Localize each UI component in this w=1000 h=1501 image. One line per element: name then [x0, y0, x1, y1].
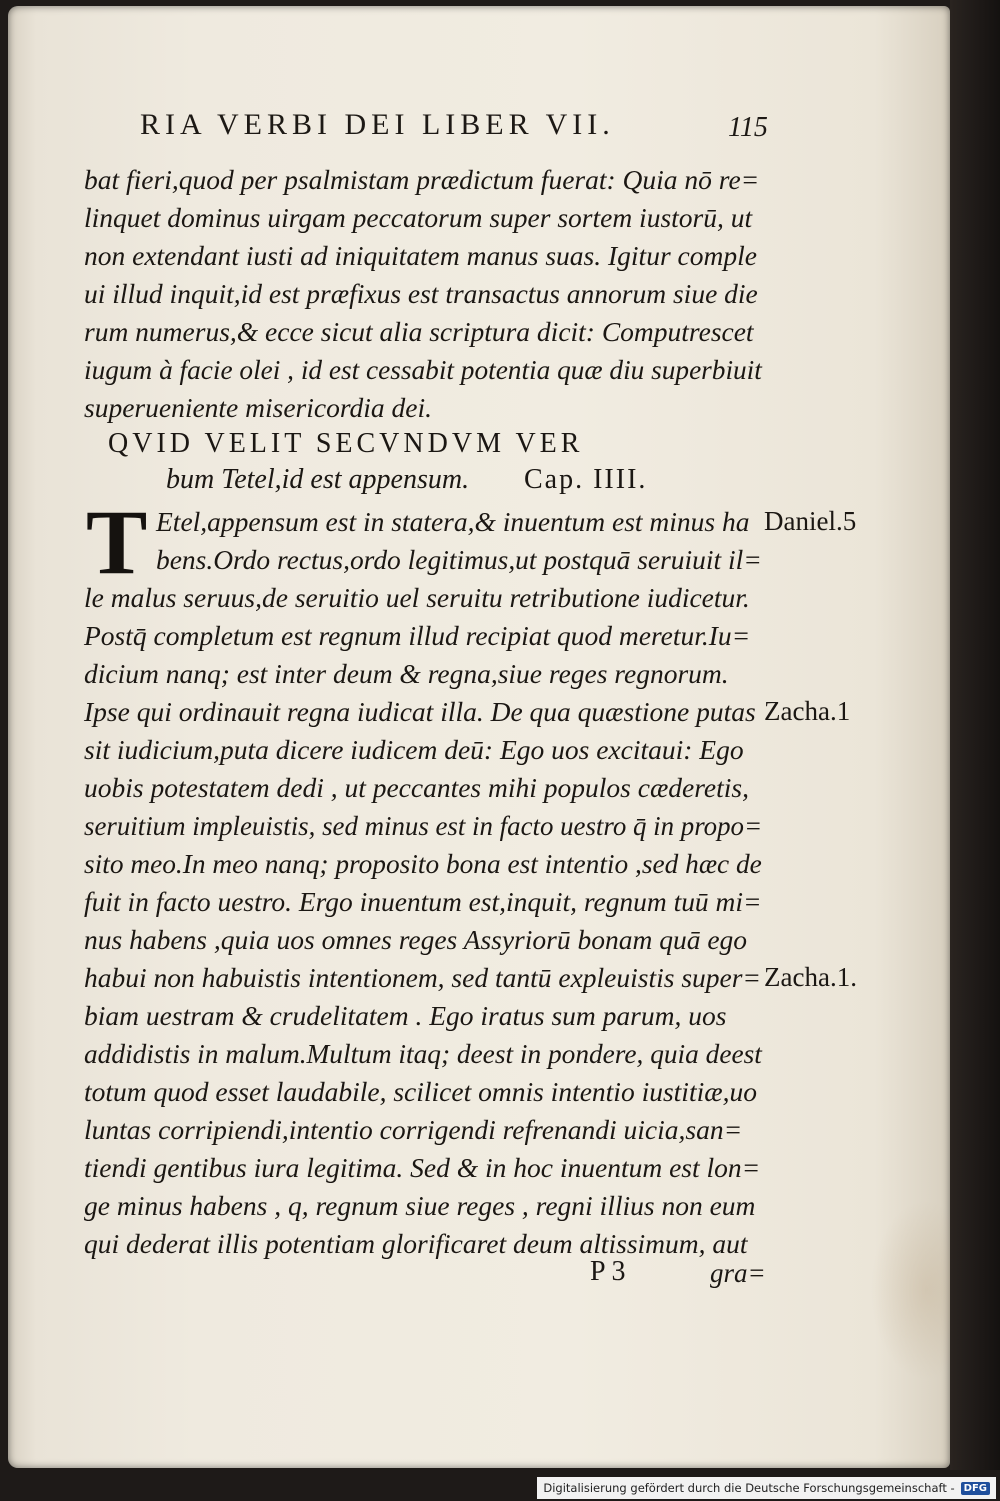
running-head: RIA VERBI DEI LIBER VII.	[140, 108, 615, 141]
page-edge-shadow	[950, 0, 1000, 1470]
chapter-number: Cap. IIII.	[524, 464, 648, 495]
catchword: gra=	[710, 1258, 766, 1288]
body-line: habui non habuistis intentionem, sed tantū expleuistis super=	[84, 962, 761, 993]
chapter-heading: QVID VELIT SECVNDVM VER	[108, 428, 584, 459]
body-line: tiendi gentibus iura legitima. Sed & in hoc inuentum est lon=	[84, 1152, 761, 1183]
dfg-logo-icon: DFG	[961, 1482, 990, 1495]
body-line: bat fieri,quod per psalmistam prædictum fuerat: Quia nō re=	[84, 164, 760, 195]
body-line: uobis potestatem dedi , ut peccantes mihi populos cæderetis,	[84, 772, 749, 803]
body-line: biam uestram & crudelitatem . Ego iratus sum parum, uos	[84, 1000, 727, 1031]
page-stain	[870, 1200, 950, 1380]
footer-text: Digitalisierung gefördert durch die Deutsche Forschungsgemeinschaft -	[543, 1481, 955, 1495]
body-line: dicium nanq; est inter deum & regna,siue reges regnorum.	[84, 658, 729, 689]
signature-mark: P 3	[590, 1256, 626, 1287]
body-line: rum numerus,& ecce sicut alia scriptura dicit: Computrescet	[84, 316, 754, 347]
digitization-footer	[537, 1477, 996, 1499]
body-line: seruitium impleuistis, sed minus est in facto uestro q̄ in propo=	[84, 810, 763, 841]
folio-number: 115	[728, 112, 768, 143]
drop-cap-initial: T	[86, 491, 148, 593]
body-line: qui dederat illis potentiam glorificaret deum altissimum, aut	[84, 1228, 748, 1259]
body-line: luntas corripiendi,intentio corrigendi refrenandi uicia,san=	[84, 1114, 743, 1145]
margin-note-zacha-2: Zacha.1.	[764, 962, 857, 992]
body-line: totum quod esset laudabile, scilicet omnis intentio iustitiæ,uo	[84, 1076, 757, 1107]
body-line: ui illud inquit,id est præfixus est transactus annorum siue die	[84, 278, 758, 309]
body-line: sit iudicium,puta dicere iudicem deū: Ego uos excitaui: Ego	[84, 734, 744, 765]
margin-note-zacha-1: Zacha.1	[764, 696, 851, 726]
body-line: nus habens ,quia uos omnes reges Assyriorū bonam quā ego	[84, 924, 748, 955]
margin-note-daniel: Daniel.5	[764, 506, 857, 536]
body-line: superueniente misericordia dei.	[84, 392, 433, 423]
body-line: Postq̄ completum est regnum illud recipiat quod meretur.Iu=	[84, 620, 751, 651]
body-line: bens.Ordo rectus,ordo legitimus,ut postquā seruiuit il=	[156, 544, 762, 575]
body-line: fuit in facto uestro. Ergo inuentum est,inquit, regnum tuū mi=	[84, 886, 762, 917]
chapter-heading-sub: bum Tetel,id est appensum.	[166, 464, 470, 495]
body-line: linquet dominus uirgam peccatorum super sortem iustorū, ut	[84, 202, 753, 233]
body-line: addidistis in malum.Multum itaq; deest in pondere, quia deest	[84, 1038, 762, 1069]
body-line: Etel,appensum est in statera,& inuentum est minus ha	[156, 506, 750, 537]
body-line: ge minus habens , q, regnum siue reges , regni illius non eum	[84, 1190, 756, 1221]
body-line: iugum à facie olei , id est cessabit potentia quæ diu superbiuit	[84, 354, 762, 385]
body-line: le malus seruus,de seruitio uel seruitu retributione iudicetur.	[84, 582, 750, 613]
body-line: non extendant iusti ad iniquitatem manus suas. Igitur comple	[84, 240, 757, 271]
body-line: Ipse qui ordinauit regna iudicat illa. De qua quæstione putas	[84, 696, 756, 727]
body-line: sito meo.In meo nanq; proposito bona est intentio ,sed hæc de	[84, 848, 762, 879]
